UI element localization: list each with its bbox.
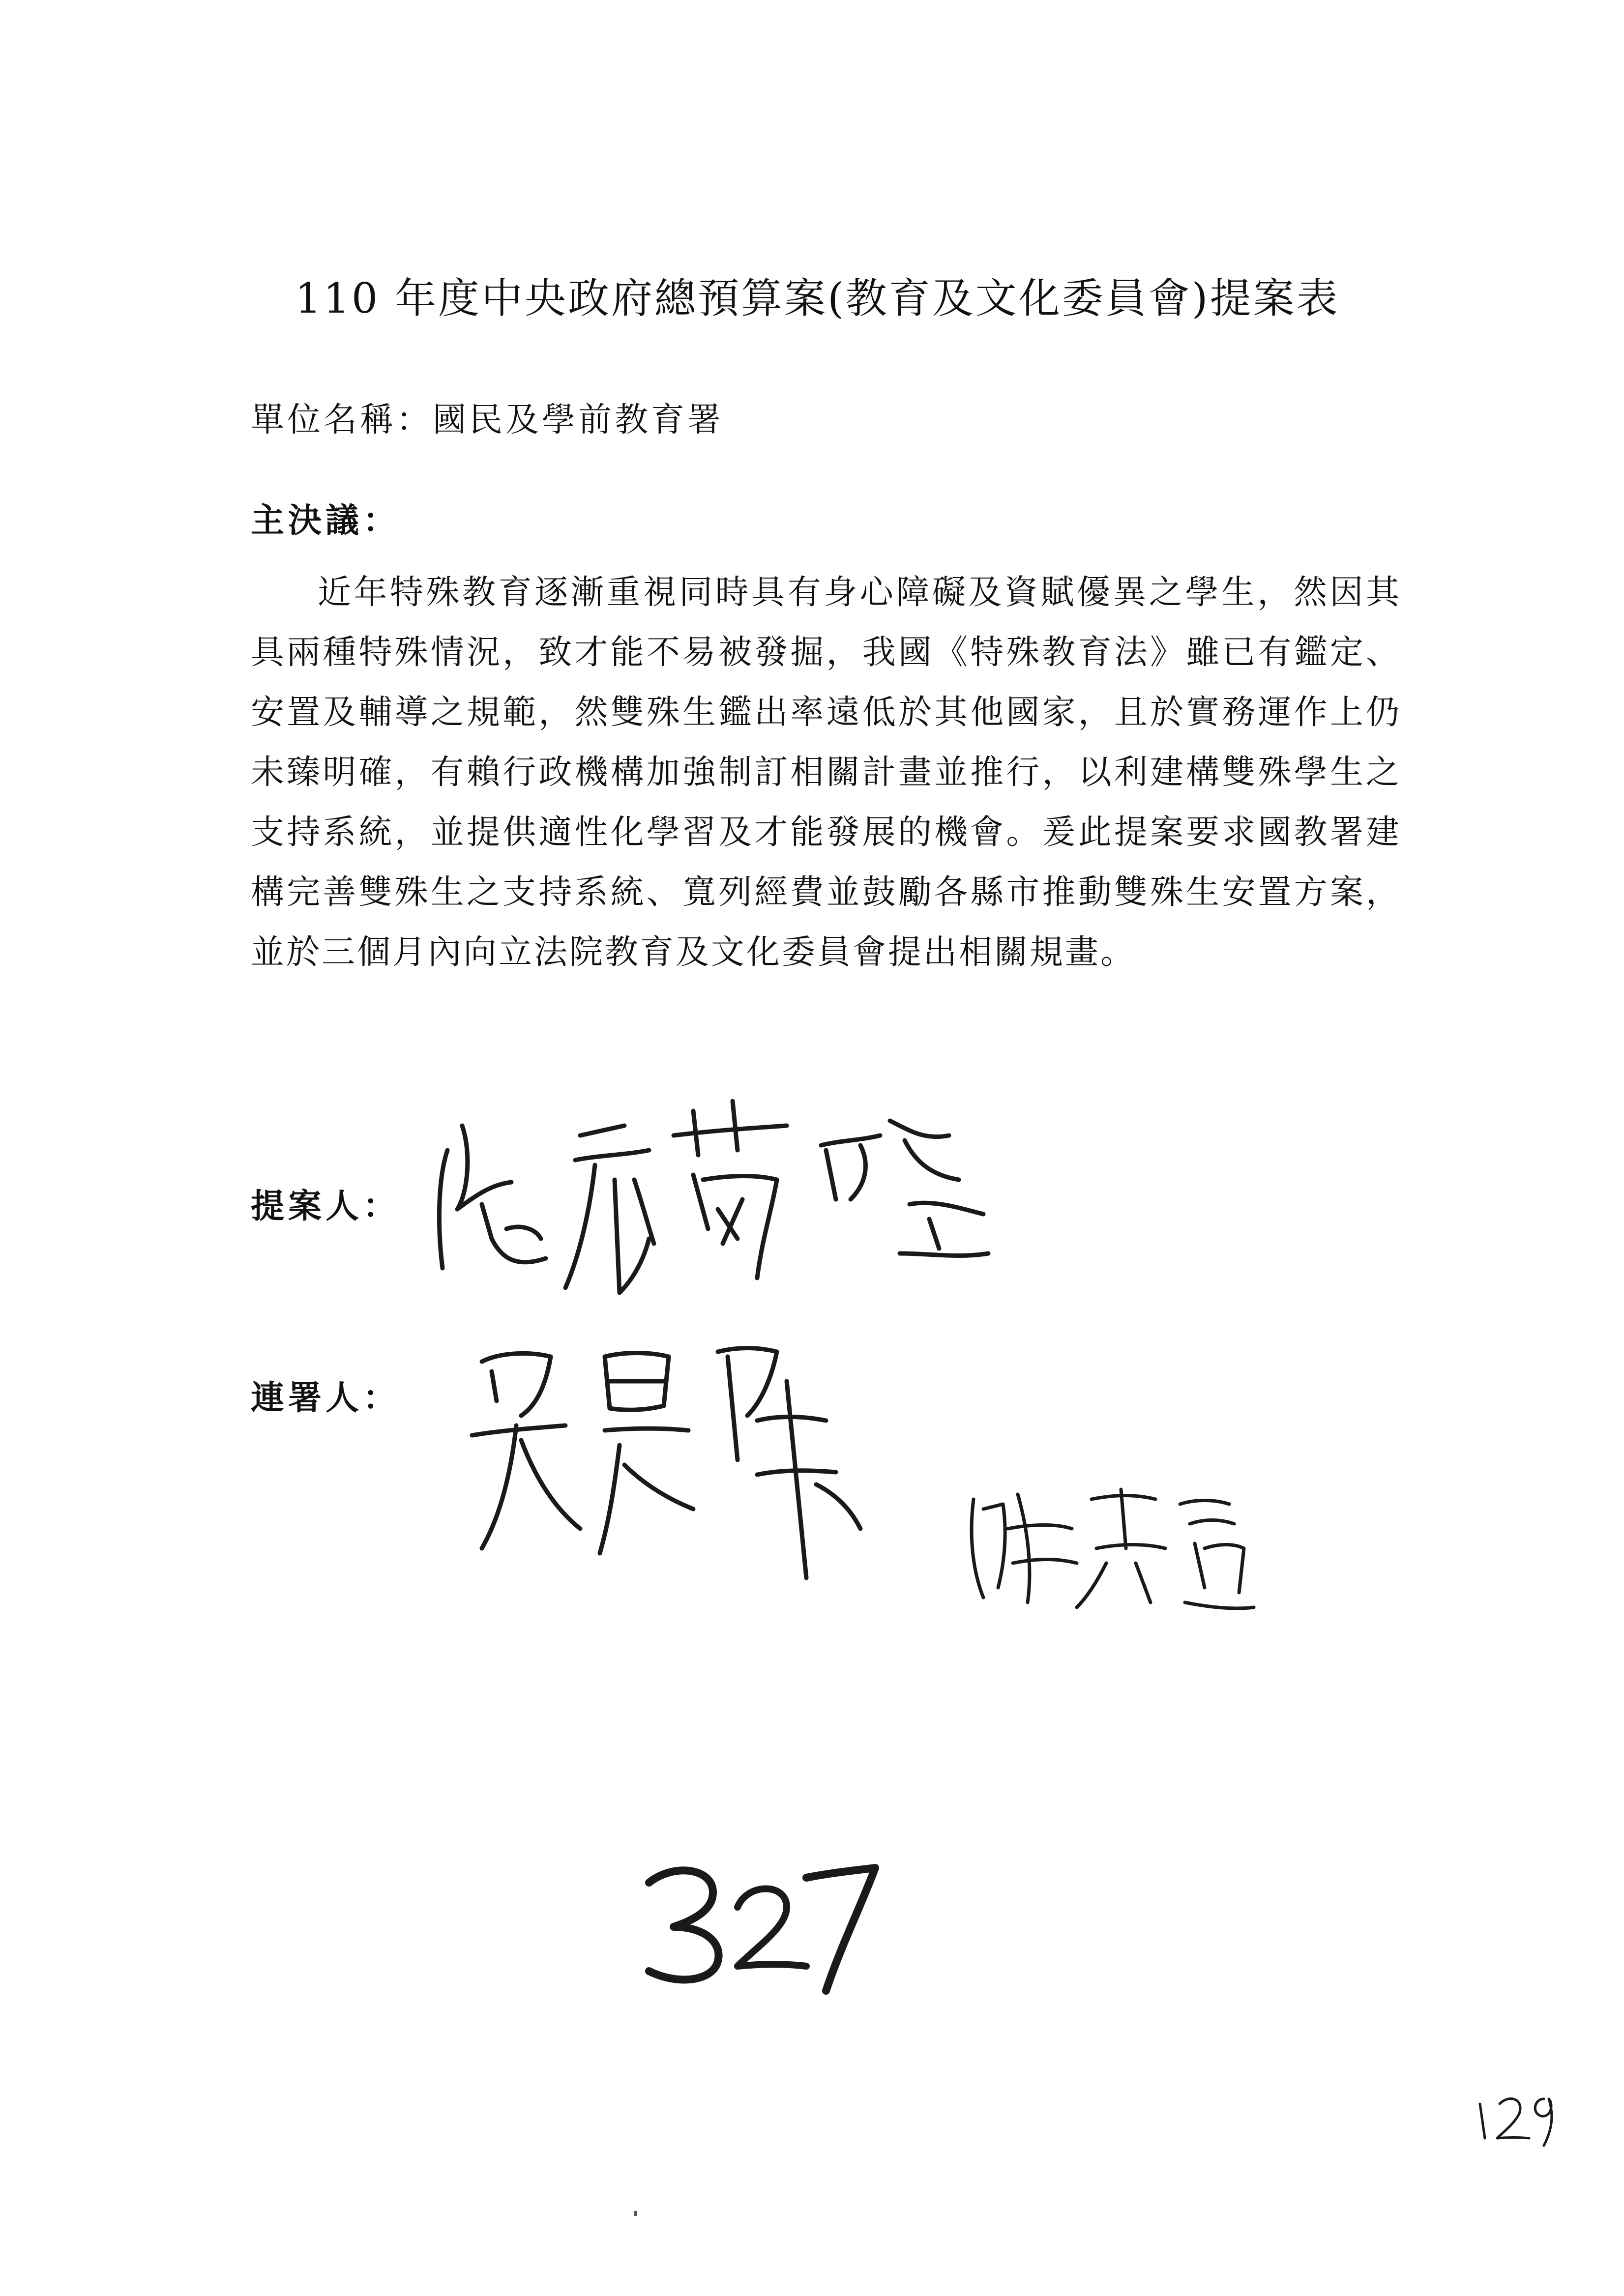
resolution-label: 主決議： — [251, 501, 401, 540]
scan-speck — [634, 2211, 637, 2216]
cosigner-label: 連署人： — [251, 1378, 401, 1418]
document-title: 110 年度中央政府總預算案(教育及文化委員會)提案表 — [295, 274, 1340, 322]
proposer-label: 提案人： — [251, 1187, 401, 1226]
cosigner-signature-1 — [462, 1322, 895, 1598]
resolution-text: 近年特殊教育逐漸重視同時具有身心障礙及資賦優異之學生，然因其具兩種特殊情況，致才能不易被發掘，我國《特殊教育法》雖已有鑑定、安置及輔導之規範，然雙殊生鑑出率遠低於其他國家，且於實務運作上仍未臻明確，有賴行政機構加強制訂相關計畫並推行，以利建構雙殊學生之支持系統，並提供適性化學習及才能發展的機會。爰此提案要求國教署建構完善雙殊生之支持系統、寬列經費並鼓勵各縣市推動雙殊生安置方案，並於三個月內向立法院教育及文化委員會提出相關規畫。 — [251, 573, 1401, 972]
unit-name-line: 單位名稱：國民及學前教育署 — [251, 401, 724, 439]
handwritten-number — [629, 1848, 885, 1996]
page-number — [1470, 2084, 1564, 2148]
proposer-signature — [418, 1081, 1018, 1312]
cosigner-signature-2 — [959, 1470, 1264, 1627]
